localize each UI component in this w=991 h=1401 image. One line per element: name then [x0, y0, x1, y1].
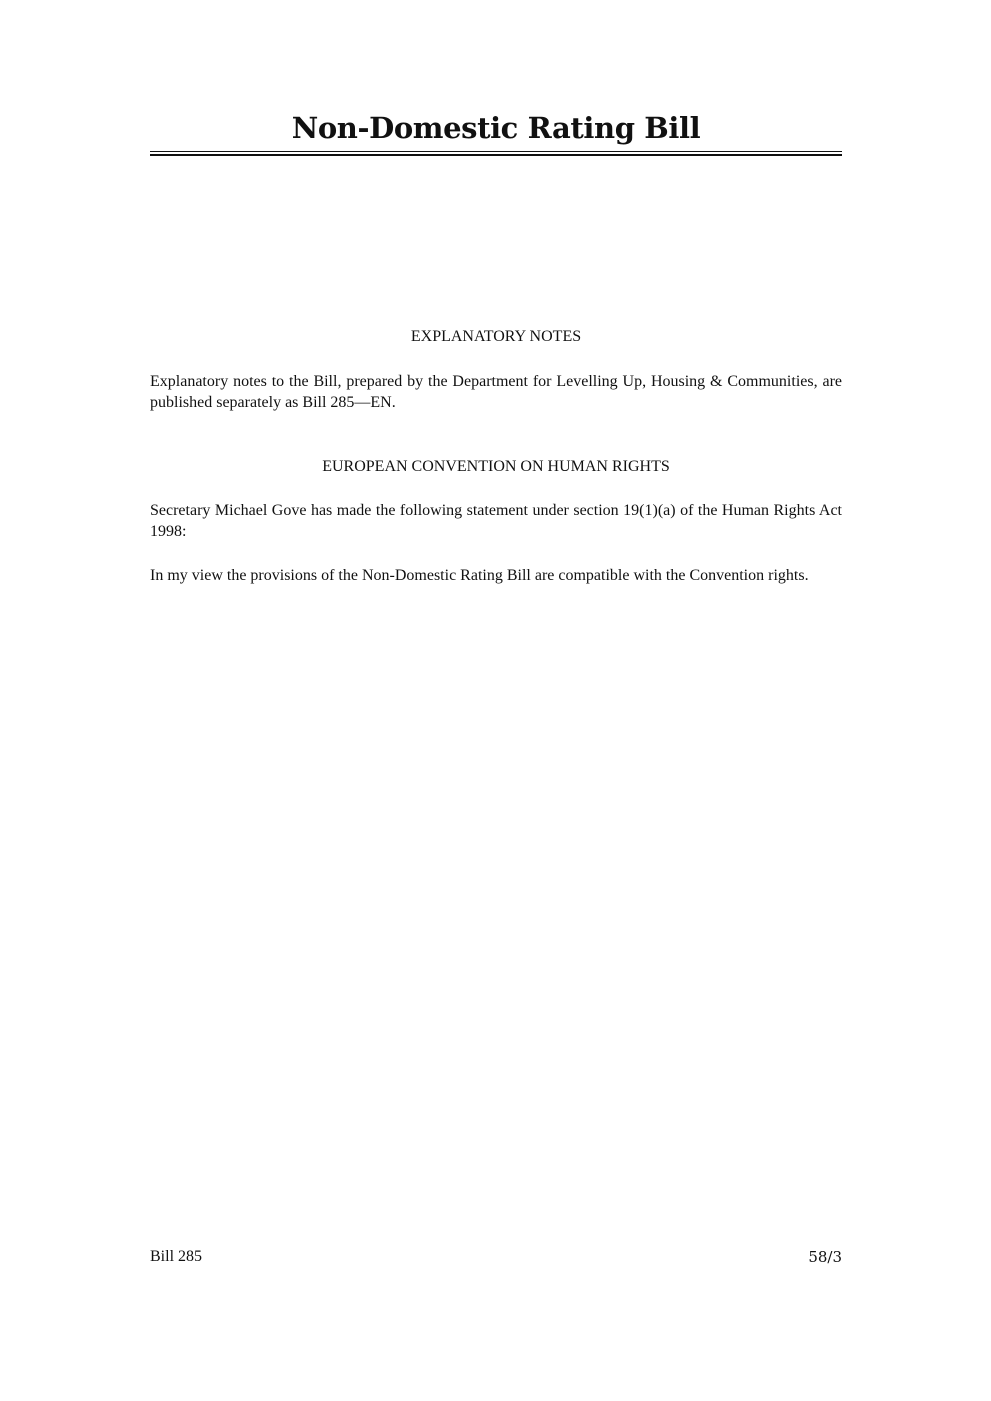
echr-statement: In my view the provisions of the Non-Domestic Rating Bill are compatible with the Convention rights. [150, 567, 809, 584]
title-rule-bottom [150, 154, 842, 156]
footer-bill-number: Bill 285 [150, 1248, 203, 1265]
explanatory-notes-heading: EXPLANATORY NOTES [410, 328, 582, 345]
page-title: Non-Domestic Rating Bill [291, 111, 701, 145]
explanatory-notes-text: Explanatory notes to the Bill, prepared by the Department for Levelling Up, Housing & Communities, are published separately as Bill 285—EN. [150, 373, 842, 411]
title-rule-top [150, 151, 842, 152]
echr-heading: EUROPEAN CONVENTION ON HUMAN RIGHTS [322, 458, 670, 475]
echr-statement-intro: Secretary Michael Gove has made the following statement under section 19(1)(a) of the Human Rights Act 1998: [150, 502, 842, 540]
footer-reference: 58/3 [808, 1248, 842, 1266]
